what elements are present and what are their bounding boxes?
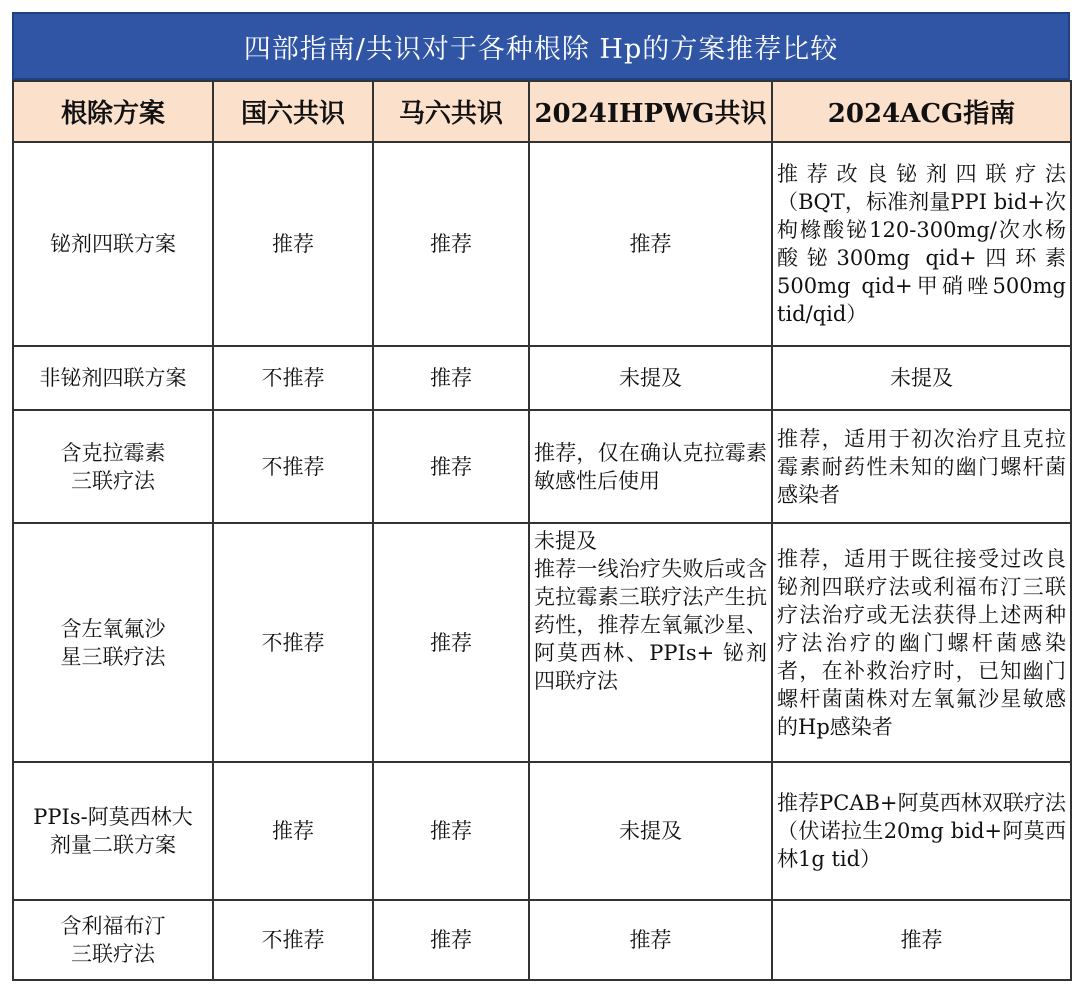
ihpwg-cell: 推荐，仅在确认克拉霉素敏感性后使用	[529, 410, 772, 523]
guo6-cell: 不推荐	[213, 346, 373, 410]
header-acg: 2024ACG指南	[772, 81, 1071, 142]
guo6-cell: 不推荐	[213, 900, 373, 980]
acg-cell: 推荐改良铋剂四联疗法（BQT，标准剂量PPI bid+次枸橼酸铋120-300mg/次水杨酸铋300mg qid+四环素500mg qid+甲硝唑500mg tid/qid）	[772, 142, 1071, 346]
ihpwg-first-line: 未提及	[534, 529, 597, 553]
ihpwg-cell	[529, 523, 772, 762]
ma6-cell: 推荐	[373, 900, 529, 980]
ihpwg-cell: 未提及	[529, 346, 772, 410]
ihpwg-cell: 未提及	[529, 762, 772, 900]
acg-cell: 推荐PCAB+阿莫西林双联疗法（伏诺拉生20mg bid+阿莫西林1g tid）	[772, 762, 1071, 900]
scheme-cell: 铋剂四联方案	[13, 142, 213, 346]
ihpwg-cell: 推荐	[529, 142, 772, 346]
ma6-cell: 推荐	[373, 762, 529, 900]
ma6-cell: 推荐	[373, 410, 529, 523]
ihpwg-cell: 推荐	[529, 900, 772, 980]
comparison-frame	[12, 12, 1070, 981]
ihpwg-body: 推荐一线治疗失败后或含克拉霉素三联疗法产生抗药性，推荐左氧氟沙星、阿莫西林、PPIs+ 铋剂四联疗法	[534, 557, 767, 693]
guo6-cell: 推荐	[213, 762, 373, 900]
acg-cell: 未提及	[772, 346, 1071, 410]
guo6-cell: 不推荐	[213, 410, 373, 523]
table-title: 四部指南/共识对于各种根除 Hp的方案推荐比较	[12, 12, 1070, 80]
ma6-cell: 推荐	[373, 142, 529, 346]
header-ihpwg: 2024IHPWG共识	[529, 81, 772, 142]
guo6-cell: 不推荐	[213, 523, 373, 762]
table-row	[13, 410, 1071, 523]
table-row	[13, 346, 1071, 410]
table-row	[13, 523, 1071, 762]
scheme-cell: 含左氧氟沙星三联疗法	[13, 523, 213, 762]
table-row	[13, 142, 1071, 346]
scheme-cell: 含利福布汀三联疗法	[13, 900, 213, 980]
scheme-cell: 含克拉霉素三联疗法	[13, 410, 213, 523]
acg-cell: 推荐，适用于初次治疗且克拉霉素耐药性未知的幽门螺杆菌感染者	[772, 410, 1071, 523]
scheme-cell: PPIs-阿莫西林大剂量二联方案	[13, 762, 213, 900]
header-scheme: 根除方案	[13, 81, 213, 142]
comparison-table	[12, 80, 1072, 981]
header-row	[13, 81, 1071, 142]
header-ma6: 马六共识	[373, 81, 529, 142]
acg-cell: 推荐	[772, 900, 1071, 980]
table-row	[13, 762, 1071, 900]
guo6-cell: 推荐	[213, 142, 373, 346]
header-guo6: 国六共识	[213, 81, 373, 142]
ma6-cell: 推荐	[373, 523, 529, 762]
scheme-cell: 非铋剂四联方案	[13, 346, 213, 410]
acg-cell: 推荐，适用于既往接受过改良铋剂四联疗法或利福布汀三联疗法治疗或无法获得上述两种疗法治疗的幽门螺杆菌感染者，在补救治疗时，已知幽门螺杆菌菌株对左氧氟沙星敏感的Hp感染者	[772, 523, 1071, 762]
table-row	[13, 900, 1071, 980]
ma6-cell: 推荐	[373, 346, 529, 410]
